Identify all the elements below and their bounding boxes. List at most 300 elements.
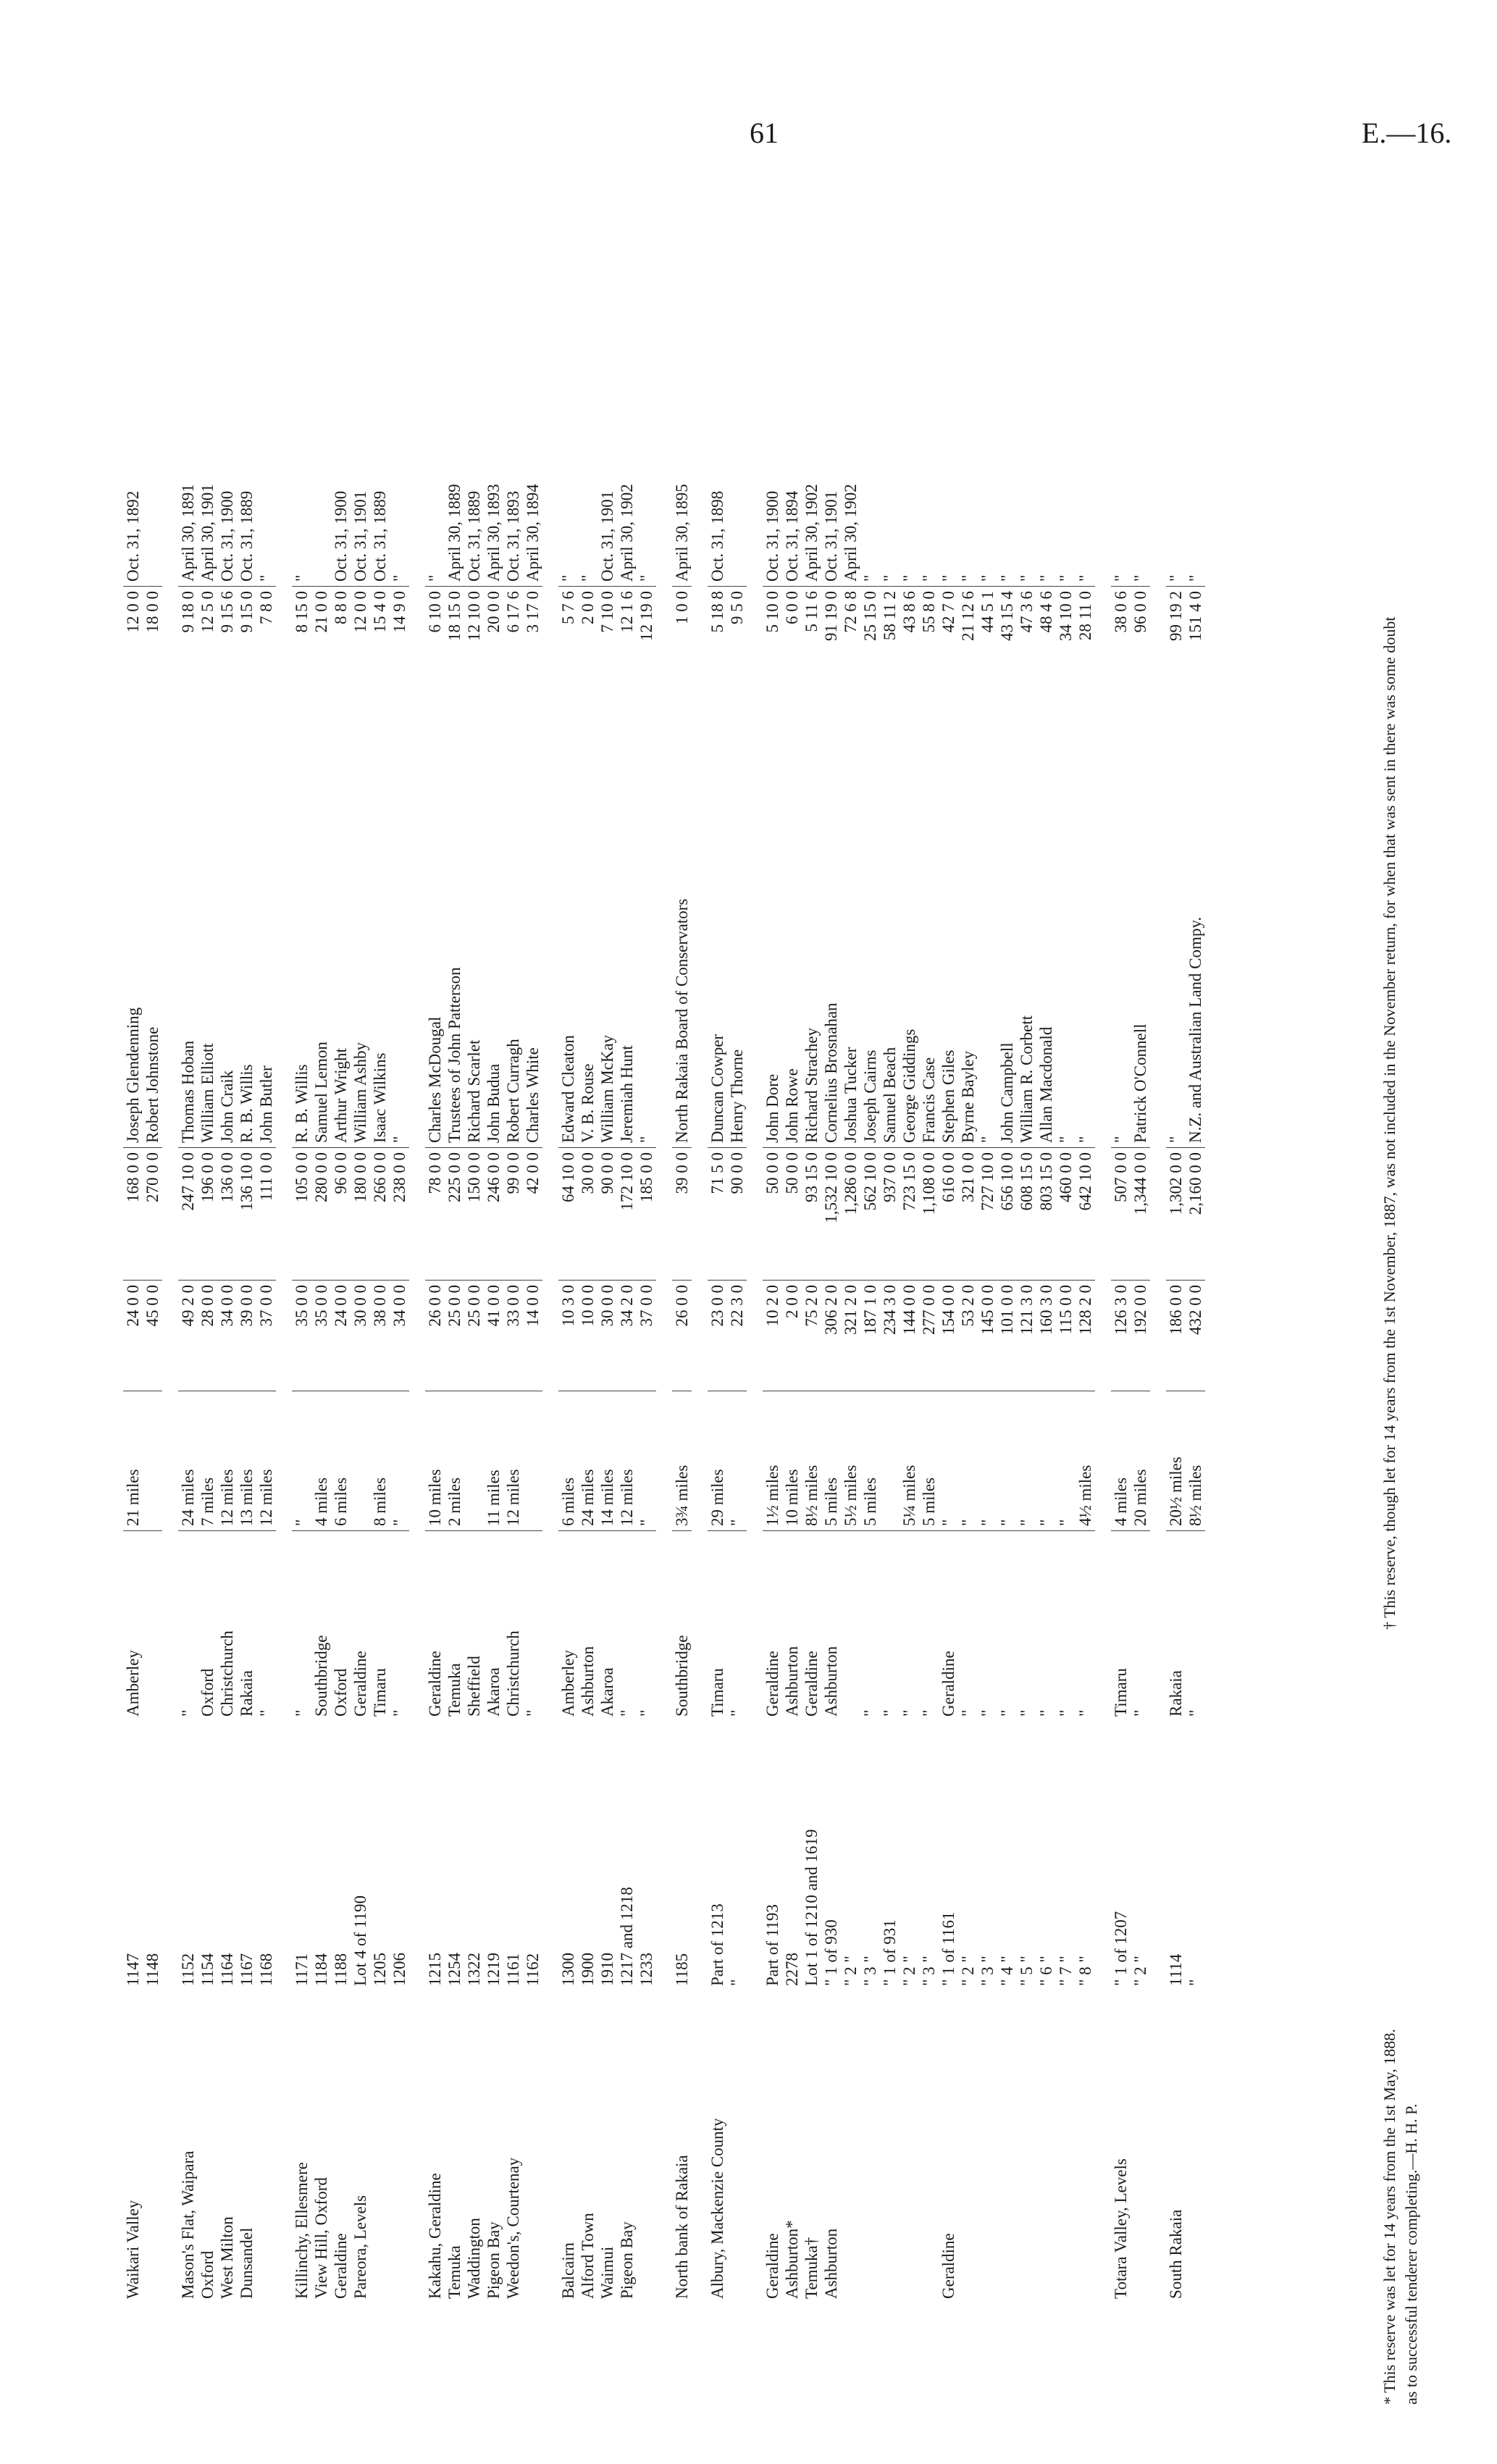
reserve-name-cell: Ashburton* — [783, 2220, 801, 2299]
nearest-town-cell: " — [618, 1709, 636, 1717]
annual-payment-cell: 7 10 0 — [598, 591, 616, 633]
expiry-date-cell: " — [978, 432, 997, 587]
nearest-town-cell: Geraldine — [351, 1651, 369, 1717]
nearest-town-cell: Amberley — [124, 1650, 142, 1717]
group-spacer — [692, 432, 708, 2303]
total-rent-cell: 196 0 0 — [198, 1148, 217, 1281]
nearest-town-cell: " — [900, 1709, 918, 1717]
annual-payment-cell: 18 15 0 — [445, 591, 464, 641]
annual-payment-cell: 72 6 8 — [842, 591, 860, 633]
lessee-cell: John Rowe — [782, 704, 802, 1148]
total-rent-cell: 136 0 0 — [217, 1148, 237, 1281]
distance-cell: " — [958, 1391, 978, 1531]
table-row — [351, 432, 370, 2303]
annual-payment-cell: 47 3 6 — [1018, 591, 1036, 633]
lessee-cell: North Rakaia Board of Conservators — [672, 704, 692, 1148]
table-row — [782, 432, 802, 2303]
distance-cell: 24 miles — [178, 1391, 198, 1531]
lessee-cell: " — [637, 704, 656, 1148]
table-row — [503, 432, 523, 2303]
section-number-cell: 1217 and 1218 — [618, 1887, 636, 1986]
area-cell: 101 0 0 — [997, 1281, 1017, 1391]
total-rent-cell: 150 0 0 — [464, 1148, 484, 1281]
section-number-cell: 1171 — [293, 1953, 311, 1986]
area-cell: 24 0 0 — [123, 1281, 143, 1391]
group-spacer — [1095, 432, 1111, 2303]
distance-cell: 12 miles — [256, 1391, 276, 1531]
area-cell: 26 0 0 — [672, 1281, 692, 1391]
section-number-cell: 1147 — [124, 1953, 142, 1986]
distance-cell: 5 miles — [821, 1391, 841, 1531]
lessee-cell: Trustees of John Patterson — [445, 704, 464, 1148]
total-rent-cell: 39 0 0 — [672, 1148, 692, 1281]
nearest-town-cell: Temuka — [445, 1663, 464, 1717]
section-number-cell: 1114 — [1167, 1953, 1185, 1986]
area-cell: 75 2 0 — [802, 1281, 821, 1391]
distance-cell: 6 miles — [558, 1391, 578, 1531]
section-number-cell: 1168 — [257, 1953, 275, 1986]
total-rent-cell: 2,160 0 0 — [1186, 1148, 1205, 1281]
reserve-name-cell: Pareora, Levels — [351, 2195, 369, 2299]
annual-payment-cell: 96 0 0 — [1131, 591, 1149, 633]
expiry-date-cell: " — [578, 432, 597, 587]
lessee-cell: Richard Scarlet — [464, 704, 484, 1148]
expiry-date-cell: Oct. 31, 1889 — [464, 432, 484, 587]
reserve-name-cell: Totara Valley, Levels — [1112, 2158, 1130, 2299]
annual-payment-cell: 91 19 0 — [822, 591, 840, 641]
reserve-name-cell — [1075, 1990, 1095, 2303]
annual-payment-cell: 14 9 0 — [390, 591, 408, 633]
expiry-date-cell: " — [1131, 432, 1150, 587]
table-row — [708, 432, 727, 2303]
annual-payment-cell: 25 15 0 — [861, 591, 879, 641]
section-number-cell: " 6 " — [1037, 1956, 1055, 1986]
expiry-date-cell: Oct. 31, 1901 — [351, 432, 370, 587]
table-row — [464, 432, 484, 2303]
expiry-date-cell: Oct. 31, 1892 — [123, 432, 143, 587]
nearest-town-cell: " — [959, 1709, 977, 1717]
section-number-cell: 1300 — [559, 1953, 577, 1986]
lessee-cell: William R. Corbett — [1017, 704, 1036, 1148]
annual-payment-cell: 12 0 0 — [351, 591, 369, 633]
section-number-cell: 1185 — [673, 1953, 691, 1986]
expiry-date-cell: April 30, 1895 — [672, 432, 692, 587]
section-number-cell: 1233 — [637, 1953, 655, 1986]
section-number-cell: " 2 " — [900, 1956, 918, 1986]
total-rent-cell: 172 10 0 — [617, 1148, 637, 1281]
area-cell: 115 0 0 — [1056, 1281, 1075, 1391]
distance-cell — [351, 1391, 370, 1531]
section-number-cell: " 2 " — [842, 1956, 860, 1986]
annual-payment-cell: 7 8 0 — [257, 591, 275, 624]
section-number-cell: " 4 " — [998, 1956, 1016, 1986]
total-rent-cell: 727 10 0 — [978, 1148, 997, 1281]
reserve-name-cell — [637, 1990, 656, 2303]
nearest-town-cell: Geraldine — [426, 1651, 444, 1717]
area-cell: 22 3 0 — [727, 1281, 747, 1391]
lessee-cell: William McKay — [597, 704, 617, 1148]
nearest-town-cell: " — [179, 1709, 197, 1717]
expiry-date-cell: Oct. 31, 1889 — [237, 432, 256, 587]
section-number-cell: 1254 — [445, 1953, 464, 1986]
area-cell: 34 0 0 — [217, 1281, 237, 1391]
table-row — [860, 432, 880, 2303]
table-row — [617, 432, 637, 2303]
expiry-date-cell: " — [390, 432, 409, 587]
lessee-cell: Robert Johnstone — [143, 704, 162, 1148]
distance-cell: 12 miles — [217, 1391, 237, 1531]
annual-payment-cell: 6 0 0 — [783, 591, 801, 624]
lessee-cell: Thomas Hoban — [178, 704, 198, 1148]
section-number-cell: 1206 — [390, 1953, 408, 1986]
nearest-town-cell: " — [257, 1709, 275, 1717]
area-cell: 10 2 0 — [763, 1281, 782, 1391]
distance-cell: " — [939, 1391, 958, 1531]
expiry-date-cell: April 30, 1894 — [523, 432, 542, 587]
lessee-cell: John Dore — [763, 704, 782, 1148]
distance-cell: " — [997, 1391, 1017, 1531]
nearest-town-cell: " — [728, 1709, 746, 1717]
section-number-cell: 1167 — [238, 1953, 256, 1986]
distance-cell: " — [978, 1391, 997, 1531]
total-rent-cell: 246 0 0 — [484, 1148, 503, 1281]
page-number: 61 — [750, 117, 779, 149]
distance-cell: 14 miles — [597, 1391, 617, 1531]
area-cell: 277 0 0 — [919, 1281, 939, 1391]
reserve-name-cell — [919, 1990, 939, 2303]
table-row — [900, 432, 919, 2303]
table-row — [763, 432, 782, 2303]
reserve-name-cell — [523, 1990, 542, 2303]
reserve-name-cell: Kakahu, Geraldine — [426, 2173, 444, 2299]
reserve-name-cell — [256, 1990, 276, 2303]
expiry-date-cell: " — [425, 432, 445, 587]
expiry-date-cell: " — [860, 432, 880, 587]
reserve-name-cell: Albury, Mackenzie County — [708, 2118, 726, 2299]
reserve-name-cell: North bank of Rakaia — [673, 2155, 691, 2299]
group-spacer — [542, 432, 558, 2303]
nearest-town-cell: Timaru — [1112, 1668, 1130, 1717]
section-number-cell: 1322 — [465, 1953, 483, 1986]
distance-cell: " — [292, 1391, 311, 1531]
group-spacer — [162, 432, 178, 2303]
area-cell: 14 0 0 — [523, 1281, 542, 1391]
section-number-cell: Part of 1213 — [708, 1903, 726, 1986]
lessee-cell: Robert Curragh — [503, 704, 523, 1148]
area-cell: 41 0 0 — [484, 1281, 503, 1391]
total-rent-cell: 642 10 0 — [1075, 1148, 1095, 1281]
annual-payment-cell: 21 0 0 — [312, 591, 330, 633]
section-number-cell: 1219 — [485, 1953, 503, 1986]
total-rent-cell: 1,344 0 0 — [1131, 1148, 1150, 1281]
total-rent-cell: 321 0 0 — [958, 1148, 978, 1281]
section-number-cell: " — [1186, 1979, 1204, 1986]
nearest-town-cell: " — [998, 1709, 1016, 1717]
reserve-name-cell: Pigeon Bay — [485, 2221, 503, 2299]
expiry-date-cell: Oct. 31, 1901 — [821, 432, 841, 587]
section-number-cell: " — [728, 1979, 746, 1986]
area-cell: 321 2 0 — [841, 1281, 860, 1391]
expiry-date-cell: April 30, 1889 — [445, 432, 464, 587]
area-cell: 35 0 0 — [311, 1281, 331, 1391]
total-rent-cell: 99 0 0 — [503, 1148, 523, 1281]
lessee-cell: Duncan Cowper — [708, 704, 727, 1148]
annual-payment-cell: 151 4 0 — [1186, 591, 1204, 641]
nearest-town-cell — [143, 1531, 162, 1722]
expiry-date-cell — [311, 432, 331, 587]
distance-cell — [523, 1391, 542, 1531]
section-number-cell: 1161 — [504, 1953, 522, 1986]
total-rent-cell: 460 0 0 — [1056, 1148, 1075, 1281]
table-row — [597, 432, 617, 2303]
section-number-cell: 1152 — [179, 1953, 197, 1986]
total-rent-cell: 71 5 0 — [708, 1148, 727, 1281]
distance-cell — [880, 1391, 900, 1531]
nearest-town-cell: Sheffield — [465, 1656, 483, 1717]
section-number-cell: Lot 4 of 1190 — [351, 1895, 369, 1986]
annual-payment-cell: 21 12 6 — [959, 591, 977, 641]
table-row — [237, 432, 256, 2303]
total-rent-cell: 1,302 0 0 — [1166, 1148, 1186, 1281]
reserve-name-cell: Waikari Valley — [124, 2200, 142, 2299]
expiry-date-cell: " — [1111, 432, 1131, 587]
area-cell: 145 0 0 — [978, 1281, 997, 1391]
lessee-cell: Francis Case — [919, 704, 939, 1148]
area-cell: 33 0 0 — [503, 1281, 523, 1391]
annual-payment-cell: 34 10 0 — [1057, 591, 1075, 641]
expiry-date-cell: April 30, 1902 — [841, 432, 860, 587]
distance-cell: 20½ miles — [1166, 1391, 1186, 1531]
annual-payment-cell: 18 0 0 — [143, 591, 162, 633]
annual-payment-cell: 6 10 0 — [426, 591, 444, 633]
expiry-date-cell: " — [1166, 432, 1186, 587]
total-rent-cell: 96 0 0 — [331, 1148, 351, 1281]
total-rent-cell: 247 10 0 — [178, 1148, 198, 1281]
reserve-name-cell: Geraldine — [763, 2233, 781, 2299]
ledger-table — [123, 432, 1205, 2303]
table-row — [919, 432, 939, 2303]
group-spacer — [656, 432, 672, 2303]
table-row — [558, 432, 578, 2303]
reserve-name-cell: West Milton — [218, 2216, 236, 2299]
area-cell: 187 1 0 — [860, 1281, 880, 1391]
section-number-cell: " 5 " — [1018, 1956, 1036, 1986]
distance-cell: 4½ miles — [1075, 1391, 1095, 1531]
distance-cell: " — [727, 1391, 747, 1531]
nearest-town-cell: Ashburton — [579, 1646, 597, 1717]
reserve-name-cell: Mason's Flat, Waipara — [179, 2150, 197, 2299]
nearest-town-cell: Southbridge — [673, 1635, 691, 1717]
nearest-town-cell: " — [293, 1709, 311, 1717]
total-rent-cell: 180 0 0 — [351, 1148, 370, 1281]
annual-payment-cell: 8 15 0 — [293, 591, 311, 633]
reserve-name-cell: Pigeon Bay — [618, 2221, 636, 2299]
distance-cell: 11 miles — [484, 1391, 503, 1531]
annual-payment-cell: 6 17 6 — [504, 591, 522, 633]
total-rent-cell: 225 0 0 — [445, 1148, 464, 1281]
reserve-name-cell — [727, 1990, 747, 2303]
reserve-name-cell — [143, 1990, 162, 2303]
nearest-town-cell: Geraldine — [939, 1651, 957, 1717]
distance-cell: 13 miles — [237, 1391, 256, 1531]
lessee-cell: Samuel Beach — [880, 704, 900, 1148]
table-row — [672, 432, 692, 2303]
lessee-cell: Arthur Wright — [331, 704, 351, 1148]
expiry-date-cell: Oct. 31, 1893 — [503, 432, 523, 587]
expiry-date-cell: " — [256, 432, 276, 587]
lessee-cell: William Ashby — [351, 704, 370, 1148]
area-cell: 2 0 0 — [782, 1281, 802, 1391]
table-row — [256, 432, 276, 2303]
distance-cell: 10 miles — [425, 1391, 445, 1531]
area-cell: 128 2 0 — [1075, 1281, 1095, 1391]
reserve-name-cell: Ashburton — [822, 2228, 840, 2299]
section-number-cell: 1910 — [598, 1953, 616, 1986]
reserve-name-cell — [1186, 1990, 1205, 2303]
lessee-cell: R. B. Willis — [237, 704, 256, 1148]
nearest-town-cell: Amberley — [559, 1650, 577, 1717]
annual-payment-cell: 5 11 6 — [802, 591, 821, 632]
table-row — [123, 432, 143, 2303]
section-number-cell: 1154 — [198, 1953, 217, 1986]
annual-payment-cell: 5 10 0 — [763, 591, 781, 633]
section-number-cell: 1188 — [332, 1953, 350, 1986]
lessee-cell: V. B. Rouse — [578, 704, 597, 1148]
expiry-date-cell: " — [900, 432, 919, 587]
total-rent-cell: 64 10 0 — [558, 1148, 578, 1281]
area-cell: 35 0 0 — [292, 1281, 311, 1391]
nearest-town-cell: " — [1037, 1709, 1055, 1717]
distance-cell: 5 miles — [860, 1391, 880, 1531]
nearest-town-cell: Oxford — [198, 1668, 217, 1717]
footnote-star: * This reserve was let for 14 years from the 1st May, 1888. — [1380, 2029, 1399, 2405]
expiry-date-cell: April 30, 1902 — [617, 432, 637, 587]
expiry-date-cell: Oct. 31, 1894 — [782, 432, 802, 587]
reserve-name-cell — [997, 1990, 1017, 2303]
nearest-town-cell: Christchurch — [504, 1630, 522, 1717]
annual-payment-cell: 9 15 0 — [238, 591, 256, 633]
section-number-cell: 1184 — [312, 1953, 330, 1986]
expiry-date-cell: April 30, 1901 — [198, 432, 217, 587]
distance-cell: 5¼ miles — [900, 1391, 919, 1531]
section-number-cell: 1164 — [218, 1953, 236, 1986]
area-cell: 10 0 0 — [578, 1281, 597, 1391]
nearest-town-cell: " — [1076, 1709, 1094, 1717]
area-cell: 25 0 0 — [464, 1281, 484, 1391]
area-cell: 37 0 0 — [256, 1281, 276, 1391]
reserve-name-cell: Waimui — [598, 2246, 616, 2299]
annual-payment-cell: 3 17 0 — [524, 591, 542, 633]
table-row — [217, 432, 237, 2303]
nearest-town-cell: " — [637, 1709, 655, 1717]
table-row — [1036, 432, 1056, 2303]
expiry-date-cell: Oct. 31, 1898 — [708, 432, 727, 587]
section-number-cell: Part of 1193 — [763, 1904, 781, 1986]
total-rent-cell: 562 10 0 — [860, 1148, 880, 1281]
annual-payment-cell: 48 4 6 — [1037, 591, 1055, 633]
section-number-cell: 1148 — [143, 1953, 162, 1986]
expiry-date-cell — [143, 432, 162, 587]
table-row — [578, 432, 597, 2303]
distance-cell: 8½ miles — [1186, 1391, 1205, 1531]
area-cell: 192 0 0 — [1131, 1281, 1150, 1391]
nearest-town-cell: Rakaia — [238, 1670, 256, 1717]
total-rent-cell: 656 10 0 — [997, 1148, 1017, 1281]
document-code: E.—16. — [1362, 117, 1452, 149]
expiry-date-cell: " — [1075, 432, 1095, 587]
distance-cell: 24 miles — [578, 1391, 597, 1531]
expiry-date-cell: Oct. 31, 1900 — [763, 432, 782, 587]
nearest-town-cell: " — [920, 1709, 938, 1717]
table-row — [1131, 432, 1150, 2303]
annual-payment-cell: 9 5 0 — [728, 591, 746, 624]
lessee-cell: Jeremiah Hunt — [617, 704, 637, 1148]
area-cell: 154 0 0 — [939, 1281, 958, 1391]
distance-cell: " — [1036, 1391, 1056, 1531]
reserve-name-cell: Waddington — [465, 2218, 483, 2299]
table-row — [331, 432, 351, 2303]
lessee-cell: Henry Thorne — [727, 704, 747, 1148]
distance-cell: 21 miles — [123, 1391, 143, 1531]
annual-payment-cell: 5 18 8 — [708, 591, 726, 633]
reserve-name-cell: Geraldine — [332, 2233, 350, 2299]
total-rent-cell: 238 0 0 — [390, 1148, 409, 1281]
annual-payment-cell: 20 0 0 — [485, 591, 503, 633]
distance-cell — [464, 1391, 484, 1531]
expiry-date-cell — [727, 432, 747, 587]
annual-payment-cell: 44 5 1 — [978, 591, 997, 633]
lessee-cell: N.Z. and Australian Land Compy. — [1186, 704, 1205, 1148]
expiry-date-cell: " — [1056, 432, 1075, 587]
nearest-town-cell: Timaru — [708, 1668, 726, 1717]
annual-payment-cell: 42 7 0 — [939, 591, 957, 633]
section-number-cell: " 1 of 931 — [881, 1919, 899, 1986]
distance-cell: 20 miles — [1131, 1391, 1150, 1531]
expiry-date-cell: Oct. 31, 1889 — [370, 432, 390, 587]
annual-payment-cell: 58 11 2 — [881, 591, 899, 641]
distance-cell: 1½ miles — [763, 1391, 782, 1531]
lessee-cell: Charles White — [523, 704, 542, 1148]
lessee-cell: " — [1056, 704, 1075, 1148]
reserve-name-cell — [978, 1990, 997, 2303]
section-number-cell: " 3 " — [978, 1956, 997, 1986]
nearest-town-cell: " — [861, 1709, 879, 1717]
group-spacer — [409, 432, 425, 2303]
lessee-cell: Samuel Lemon — [311, 704, 331, 1148]
reserve-name-cell: Oxford — [198, 2250, 217, 2299]
lessee-cell: Isaac Wilkins — [370, 704, 390, 1148]
total-rent-cell: 42 0 0 — [523, 1148, 542, 1281]
area-cell: 37 0 0 — [637, 1281, 656, 1391]
expiry-date-cell: Oct. 31, 1901 — [597, 432, 617, 587]
area-cell: 26 0 0 — [425, 1281, 445, 1391]
nearest-town-cell: Ashburton — [783, 1646, 801, 1717]
total-rent-cell: 50 0 0 — [782, 1148, 802, 1281]
expiry-date-cell: " — [292, 432, 311, 587]
area-cell: 49 2 0 — [178, 1281, 198, 1391]
nearest-town-cell: " — [1186, 1709, 1204, 1717]
nearest-town-cell: Christchurch — [218, 1630, 236, 1717]
distance-cell — [143, 1391, 162, 1531]
table-row — [802, 432, 821, 2303]
reserve-name-cell: Temuka — [445, 2245, 464, 2299]
lessee-cell: William Elliott — [198, 704, 217, 1148]
area-cell: 432 0 0 — [1186, 1281, 1205, 1391]
section-number-cell: 2278 — [783, 1953, 801, 1986]
lessee-cell: Patrick O'Connell — [1131, 704, 1150, 1148]
area-cell: 34 2 0 — [617, 1281, 637, 1391]
lessee-cell: Joshua Tucker — [841, 704, 860, 1148]
